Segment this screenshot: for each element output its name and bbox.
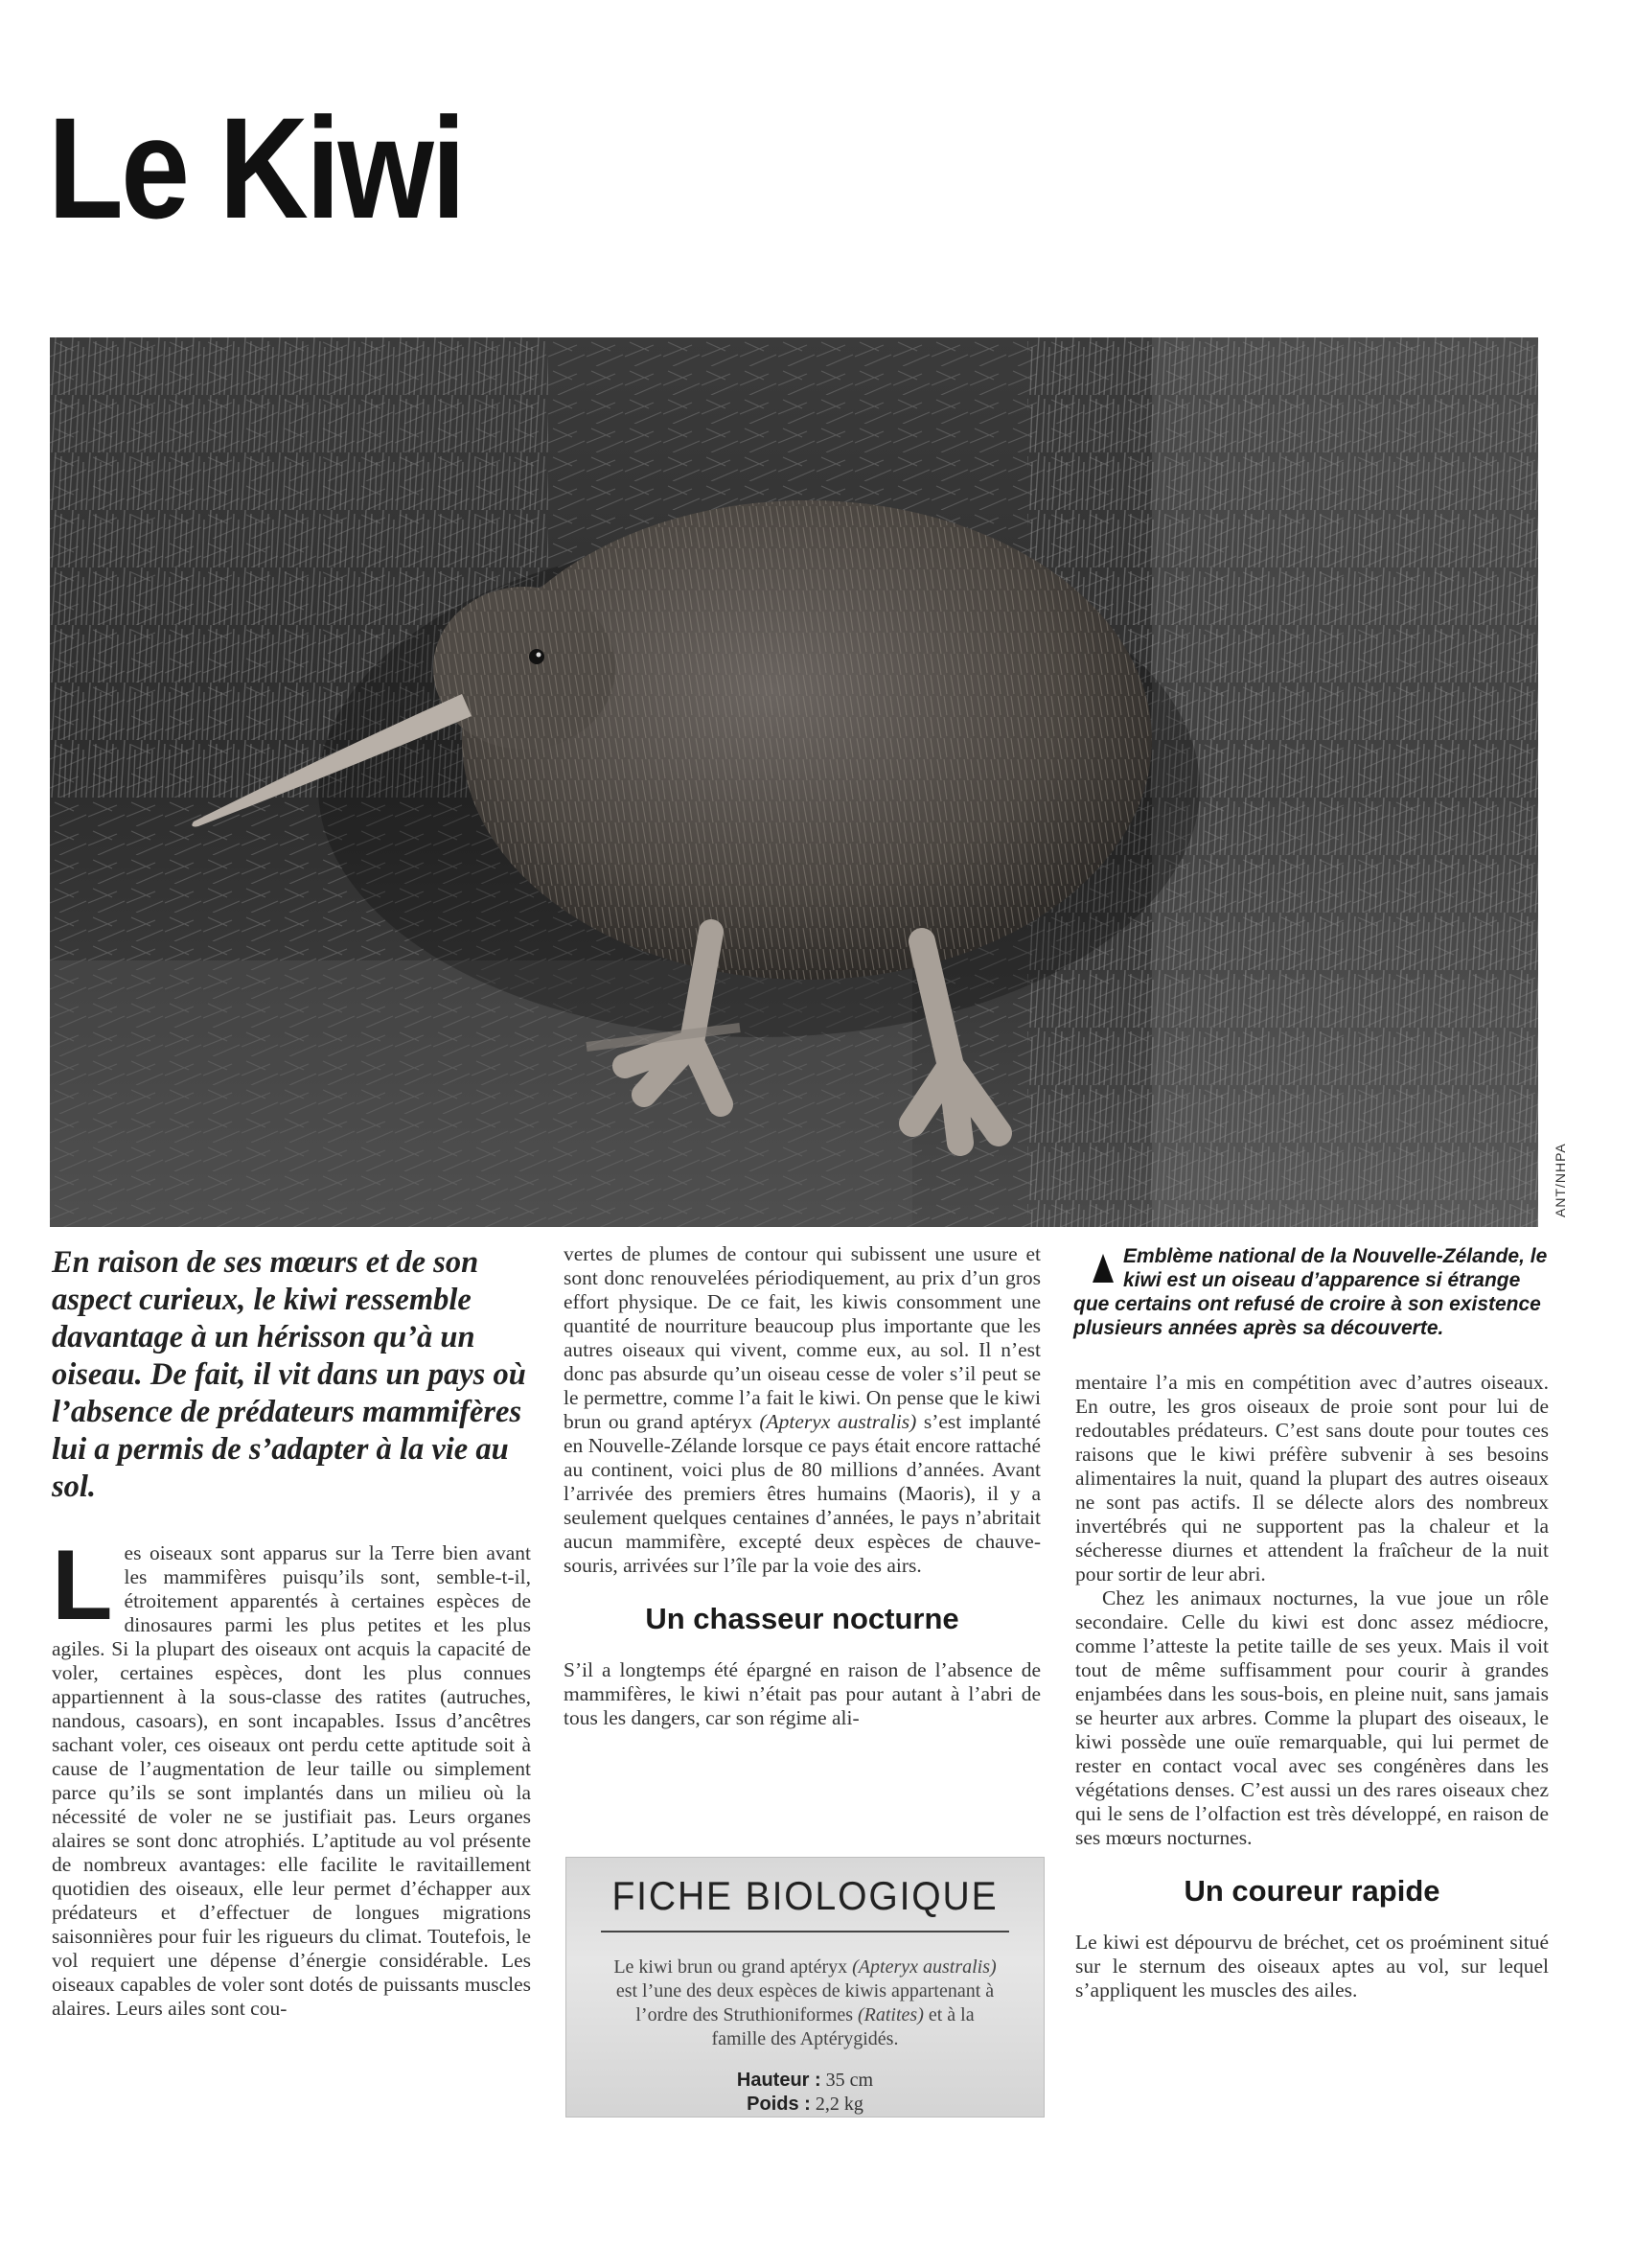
fiche-biologique-box xyxy=(565,1857,1045,2118)
article-column-1 xyxy=(52,1530,531,2021)
fiche-text-b: est l’une des deux espèces de kiwis appartenant à l’ordre des Struthioniformes xyxy=(615,1980,995,2025)
fiche-weight-label: Poids : xyxy=(747,2094,811,2115)
col2-paragraph-1 xyxy=(564,1242,1041,1578)
caption-triangle-icon xyxy=(1093,1254,1114,1283)
col3-paragraph-1: mentaire l’a mis en compétition avec d’autres oiseaux. En outre, les gros oiseaux de proie sont pour lui de redoutables prédateurs. C’est sans doute pour toutes ces raisons que le kiwi préfère subvenir à ses besoins alimentaires la nuit, quand la plupart des autres oiseaux ne sont pas actifs. Il se délecte alors des nombreux invertébrés qui ne supportent pas la chaleur et la sécheresse diurnes et attendent la fraîcheur de la nuit pour sortir de leur abri. xyxy=(1075,1371,1549,1585)
page-title: Le Kiwi xyxy=(48,87,464,248)
col3-paragraph-2: Chez les animaux nocturnes, la vue joue un rôle secondaire. Celle du kiwi est donc assez médiocre, comme l’atteste la petite taille de ses yeux. Mais il voit tout de même suffisamment pour courir à grandes enjambées dans les sous-bois, en pleine nuit, sans jamais se heurter aux arbres. Comme la plupart des oiseaux, le kiwi possède une ouïe remarquable, qui lui permet de rester en contact vocal avec ses congénères dans les végétations denses. C’est aussi un des rares oiseaux chez qui le sens de l’olfaction est très développé, en raison de ses mœurs nocturnes. xyxy=(1075,1586,1549,1849)
fiche-title: FICHE BIOLOGIQUE xyxy=(601,1875,1009,1932)
fiche-description xyxy=(607,1956,1003,2051)
photo-credit: ANT/NHPA xyxy=(1553,1143,1568,1217)
fiche-stats xyxy=(566,2069,1044,2117)
col3-paragraph-3: Le kiwi est dépourvu de bréchet, cet os proéminent situé sur le sternum des oiseaux aptes au vol, sur lequel s’appliquent les muscles des ailes. xyxy=(1075,1931,1549,2002)
col1-text: es oiseaux sont apparus sur la Terre bien avant les mammifères puisqu’ils sont, semble-t-il, étroitement apparentés à certaines espèces de dinosaures parmi les plus petites et les plus agiles. Si la plupart des oiseaux ont acquis la capacité de voler, certaines espèces, dont les plus connues appartiennent à la sous-classe des ratites (autruches, nandous, casoars), en sont incapables. Issus d’ancêtres sachant voler, ces oiseaux ont perdu cette aptitude soit à cause de l’augmentation de leur taille ou simplement parce qu’ils se sont implantés dans un milieu où la nécessité de voler ne se justifiait pas. Leurs organes alaires se sont donc atrophiés. L’aptitude au vol présente de nombreux avantages: elle facilite le ravitaillement quotidien des oiseaux, elle leur permet d’échapper aux prédateurs et d’effectuer de longues migrations saisonnières pour fuir les rigueurs du climat. Toutefois, le vol requiert une dépense d’énergie considérable. Les oiseaux capables de voler sont dotés de puissants muscles alaires. Leurs ailes sont cou- xyxy=(52,1541,531,2020)
fiche-height-label: Hauteur : xyxy=(736,2070,821,2091)
col2-text-a: vertes de plumes de contour qui subissent une usure et sont donc renouvelées périodiquement, au prix d’un gros effort physique. De ce fait, les kiwis consomment une quantité de nourriture beaucoup plus importante que les autres oiseaux qui vivent, comme eux, au sol. Il n’est donc pas absurde qu’un oiseau cesse de voler s’il peut se le permettre, comme l’a fait le kiwi. On pense que le kiwi brun ou grand aptéryx xyxy=(564,1242,1041,1433)
fiche-text-a: Le kiwi brun ou grand aptéryx xyxy=(613,1956,853,1978)
fiche-height xyxy=(566,2069,1044,2093)
drop-cap: L xyxy=(52,1530,113,1641)
fiche-height-value: 35 cm xyxy=(825,2070,874,2091)
caption-text: Emblème national de la Nouvelle-Zélande, le kiwi est un oiseau d’apparence si étrange que certains ont refusé de croire à son existence plusieurs années après sa découverte. xyxy=(1073,1245,1548,1339)
col2-text-b: s’est implanté en Nouvelle-Zélande lorsque ce pays était encore rattaché au continent, voici plus de 80 millions d’années. Avant l’arrivée des premiers êtres humains (Maoris), il y a seulement quelques centaines d’années, le pays n’abritait aucun mammifère, excepté deux espèces de chauve-souris, arrivées sur l’île par la voie des airs. xyxy=(564,1410,1041,1577)
fiche-italic-order: (Ratites) xyxy=(858,2004,924,2025)
photo-caption xyxy=(1073,1244,1553,1340)
lede-paragraph: En raison de ses mœurs et de son aspect curieux, le kiwi ressemble davantage à un hérisson qu’à un oiseau. De fait, il vit dans un pays où l’absence de prédateurs mammifères lui a permis de s’adapter à la vie au sol. xyxy=(52,1245,526,1504)
kiwi-photo-illustration xyxy=(50,337,1538,1227)
fiche-text-c: et à la famille des Aptérygidés. xyxy=(711,2004,975,2049)
col1-paragraph xyxy=(52,1530,531,2021)
fiche-weight-value: 2,2 kg xyxy=(815,2094,863,2115)
col2-paragraph-2: S’il a longtemps été épargné en raison de l’absence de mammifères, le kiwi n’était pas pour autant à l’abri de tous les dangers, car son régime ali- xyxy=(564,1658,1041,1729)
article-column-2 xyxy=(564,1242,1041,1730)
col2-italic-species: (Apteryx australis) xyxy=(759,1410,917,1433)
article-column-3 xyxy=(1075,1371,1549,2002)
fiche-italic-species: (Apteryx australis) xyxy=(852,1956,997,1978)
fiche-weight xyxy=(566,2093,1044,2117)
kiwi-photo xyxy=(50,337,1538,1227)
subhead-chasseur-nocturne: Un chasseur nocturne xyxy=(645,1602,959,1635)
subhead-coureur-rapide: Un coureur rapide xyxy=(1184,1874,1440,1908)
